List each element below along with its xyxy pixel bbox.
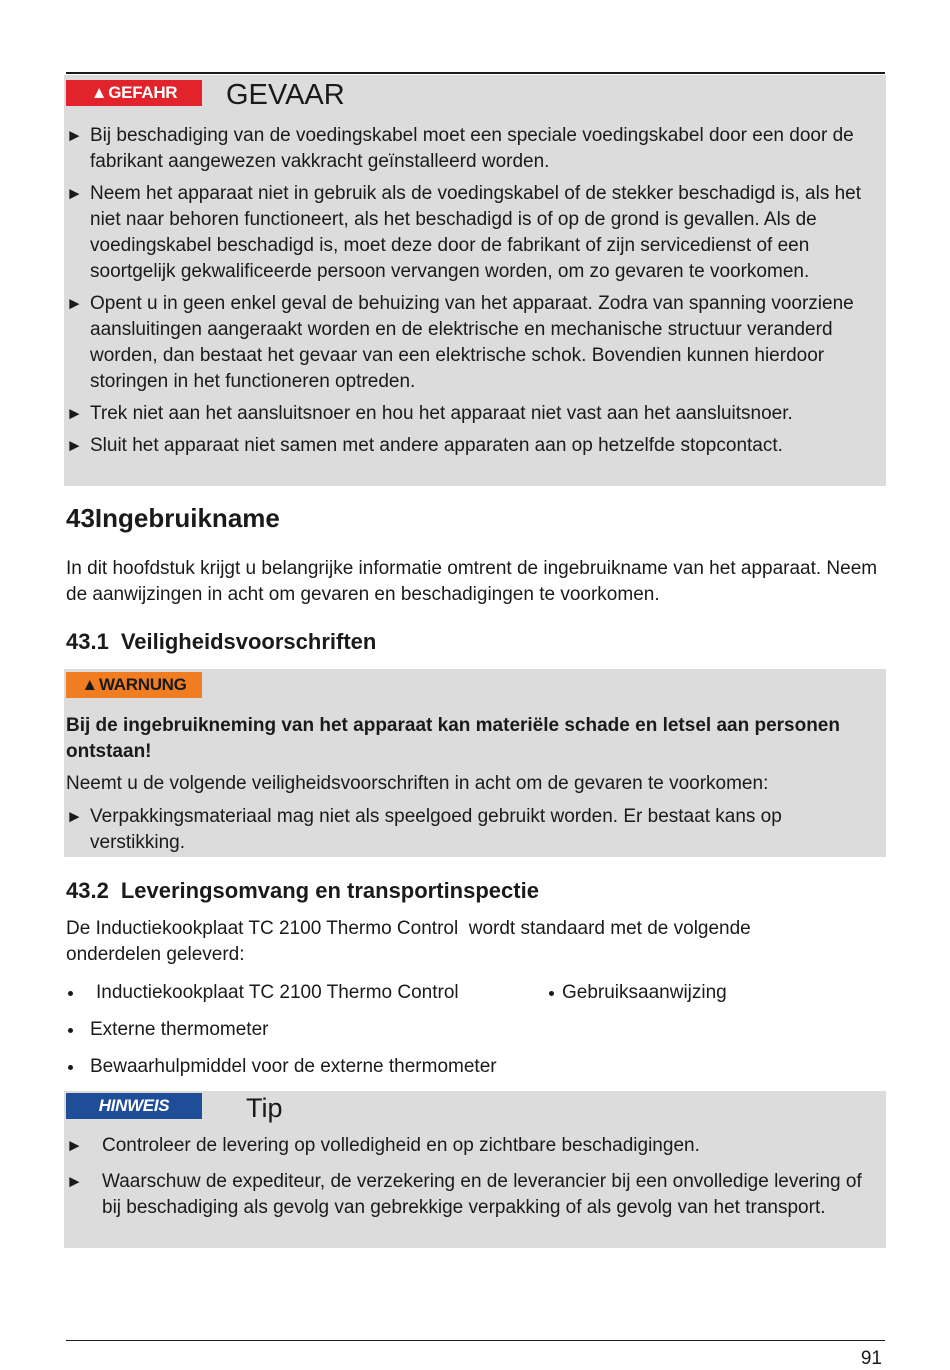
note-list — [64, 1133, 866, 1227]
list-item: ► Trek niet aan het aansluitsnoer en hou het apparaat niet vast aan het aansluitsnoer. — [64, 401, 882, 427]
section-heading-delivery: 43.2 Leveringsomvang en transportinspectie — [66, 878, 539, 903]
bullet-dot-icon — [68, 1028, 73, 1033]
arrow-bullet-icon: ► — [66, 294, 83, 313]
arrow-bullet-icon: ► — [66, 807, 83, 826]
danger-badge — [66, 80, 202, 106]
delivery-intro: De Inductiekookplaat TC 2100 Thermo Control wordt standaard met de volgende onderdelen geleverd: — [66, 918, 757, 965]
warning-list — [64, 804, 846, 862]
note-badge-label: HINWEIS — [98, 1096, 170, 1115]
danger-box — [64, 75, 886, 486]
top-rule — [66, 72, 885, 74]
chapter-intro: In dit hoofdstuk krijgt u belangrijke informatie omtrent de ingebruikname van het apparaat. Neem de aanwijzingen in acht om gevaren en beschadigingen te voorkomen. — [66, 558, 878, 605]
danger-list — [64, 123, 882, 465]
list-item: ► Neem het apparaat niet in gebruik als de voedingskabel of de stekker beschadigd is, als het niet naar behoren functioneert, als het beschadigd is of op de grond is gevallen. Als de voedingskabel beschadigd is, moet deze door de fabrikant of zijn servicedienst of een soortgelijk gekwalificeerde persoon vervangen worden, om zo gevaren te voorkomen. — [66, 183, 862, 282]
arrow-bullet-icon: ► — [66, 1172, 83, 1191]
arrow-bullet-icon: ► — [66, 184, 83, 203]
warning-badge-label: WARNUNG — [98, 675, 187, 694]
arrow-bullet-icon: ► — [66, 436, 83, 455]
arrow-bullet-icon: ► — [66, 404, 83, 423]
arrow-bullet-icon: ► — [66, 1136, 83, 1155]
list-item: ► Waarschuw de expediteur, de verzekering en de leverancier bij een onvolledige levering of bij beschadiging als gevolg van gebrekkige verpakking of als gevolg van het transport. — [66, 1171, 862, 1218]
bottom-rule — [66, 1340, 885, 1341]
warning-text: Neemt u de volgende veiligheidsvoorschriften in acht om de gevaren te voorkomen: — [66, 773, 769, 794]
warning-triangle-icon: ▲ — [90, 83, 108, 102]
list-item: ► Bij beschadiging van de voedingskabel moet een speciale voedingskabel door een door de fabrikant aangewezen vakkracht geïnstalleerd worden. — [66, 125, 854, 172]
bullet-dot-icon — [549, 991, 554, 996]
note-badge — [66, 1093, 202, 1119]
bullet-dot-icon — [68, 1065, 73, 1070]
note-box — [64, 1091, 886, 1248]
bullet-dot-icon — [68, 991, 73, 996]
warning-box — [64, 669, 886, 857]
section-heading-safety: 43.1 Veiligheidsvoorschriften — [66, 629, 377, 654]
list-item: ► Verpakkingsmateriaal mag niet als speelgoed gebruikt worden. Er bestaat kans op verstikking. — [66, 806, 782, 853]
warning-badge — [66, 672, 202, 698]
warning-triangle-icon: ▲ — [81, 675, 98, 694]
list-item: ► Sluit het apparaat niet samen met andere apparaten aan op hetzelfde stopcontact. — [64, 433, 882, 459]
warning-bold-text: Bij de ingebruikneming van het apparaat kan materiële schade en letsel aan personen ontstaan! — [66, 715, 840, 762]
page-number: 91 — [860, 1348, 882, 1369]
danger-badge-label: GEFAHR — [108, 83, 178, 102]
list-item: ► Opent u in geen enkel geval de behuizing van het apparaat. Zodra van spanning voorziene aansluitingen aangeraakt worden en de elektrische en mechanische structuur veranderd worden, dan bestaat het gevaar van een elektrische schok. Bovendien kunnen hierdoor storingen in het functioneren optreden. — [66, 293, 854, 392]
danger-title: GEVAAR — [226, 79, 345, 111]
list-item: ► Controleer de levering op volledigheid en op zichtbare beschadigingen. — [64, 1133, 866, 1159]
note-title: Tip — [246, 1093, 283, 1123]
arrow-bullet-icon: ► — [66, 126, 83, 145]
chapter-heading: 43Ingebruikname — [66, 503, 280, 533]
